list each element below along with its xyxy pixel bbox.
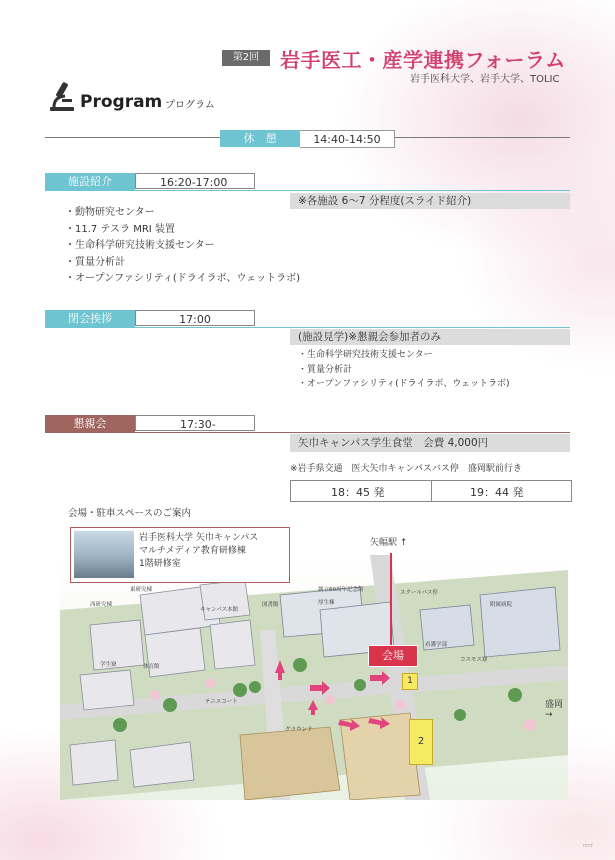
map-building-label: 附属病院 — [490, 602, 513, 608]
reception-rule — [45, 432, 570, 433]
photo-caption — [139, 532, 258, 571]
closing-time: 17:00 — [135, 310, 255, 326]
map-building-label: 体育館 — [143, 664, 160, 670]
list-item: ・生命科学研究技術支援センター — [298, 350, 433, 360]
map-building-label: テニスコート — [205, 699, 238, 705]
building-photo — [74, 531, 134, 578]
station-name: 矢幅駅 — [370, 538, 398, 548]
list-item: ・質量分析計 — [298, 364, 353, 375]
closing-note: (施設見学)※懇親会参加者のみ — [290, 329, 570, 345]
facility-label: 施設紹介 — [45, 173, 135, 190]
map-building-label: グラウンド — [285, 727, 313, 733]
bus-note: ※岩手県交通 医大矢巾キャンパスバス停 盛岡駅前行き — [290, 464, 522, 474]
facility-list — [65, 205, 300, 288]
facility-rule — [45, 190, 570, 191]
morioka-name: 盛岡 — [545, 700, 564, 710]
map-building-label: 看護学部 — [425, 642, 448, 648]
parking-1-marker: 1 — [402, 673, 418, 690]
map-building-label: スクールバス停 — [400, 590, 439, 596]
parking-2-marker: 2 — [409, 719, 433, 765]
list-item: ・11.7 テスラ MRI 装置 — [65, 223, 175, 235]
organizers: 岩手医科大学、岩手大学、TOLIC — [410, 74, 560, 85]
break-label: 休 憩 — [220, 130, 300, 147]
reception-label: 懇親会 — [45, 415, 135, 432]
closing-list — [298, 348, 510, 392]
map-building-label: キャンパス本館 — [200, 607, 239, 613]
map-building-label: 西研究棟 — [90, 602, 113, 608]
map-building-label: 学生寮 — [100, 662, 117, 668]
arrow-right-icon: → — [545, 710, 553, 720]
venue-photo-card — [70, 527, 290, 583]
forum-title: 岩手医工・産学連携フォーラム — [280, 48, 566, 72]
closing-rule — [45, 327, 570, 328]
bus-time-2: 19：44 発 — [470, 486, 524, 499]
list-item: ・質量分析計 — [65, 256, 125, 268]
reception-time: 17:30- — [135, 415, 255, 431]
edition-badge: 第2回 — [222, 50, 270, 66]
arrow-up-icon: ↑ — [397, 538, 408, 548]
bus-time-1: 18：45 発 — [331, 486, 385, 499]
map-building-label: 創立60周年記念館 — [318, 587, 364, 593]
list-item: ・オープンファシリティ(ドライラボ、ウェットラボ) — [65, 273, 301, 284]
facility-note: ※各施設 6～7 分程度(スライド紹介) — [290, 193, 570, 209]
page-mark: nmf — [583, 843, 593, 849]
program-heading: Program — [80, 92, 163, 112]
microscope-icon — [46, 80, 78, 114]
morioka-label — [545, 697, 563, 720]
reception-venue: 矢巾キャンパス学生食堂 会費 4,000円 — [290, 434, 570, 452]
list-item: ・オープンファシリティ(ドライラボ、ウェットラボ) — [298, 379, 510, 389]
map-heading: 会場・駐車スペースのご案内 — [68, 508, 192, 519]
program-jp: プログラム — [165, 100, 215, 111]
venue-pointer-line — [390, 553, 392, 648]
caption-line: 1階研修室 — [139, 559, 181, 569]
bus-times — [290, 480, 572, 502]
list-item: ・動物研究センター — [65, 207, 155, 218]
map-building-label: 図書館 — [262, 602, 279, 608]
list-item: ・生命科学研究技術支援センター — [65, 240, 215, 251]
break-time: 14:40-14:50 — [300, 130, 395, 148]
map-building-label: コスモス寮 — [460, 657, 488, 663]
venue-marker: 会場 — [368, 645, 418, 667]
map-building-label: 東研究棟 — [130, 587, 153, 593]
caption-line: 岩手医科大学 矢巾キャンパス — [139, 533, 259, 543]
caption-line: マルチメディア教育研修棟 — [139, 546, 246, 556]
facility-time: 16:20-17:00 — [135, 173, 255, 189]
bus-divider — [431, 481, 432, 501]
station-label — [370, 535, 407, 548]
closing-label: 閉会挨拶 — [45, 310, 135, 327]
map-building-label: 厚生棟 — [318, 600, 335, 606]
